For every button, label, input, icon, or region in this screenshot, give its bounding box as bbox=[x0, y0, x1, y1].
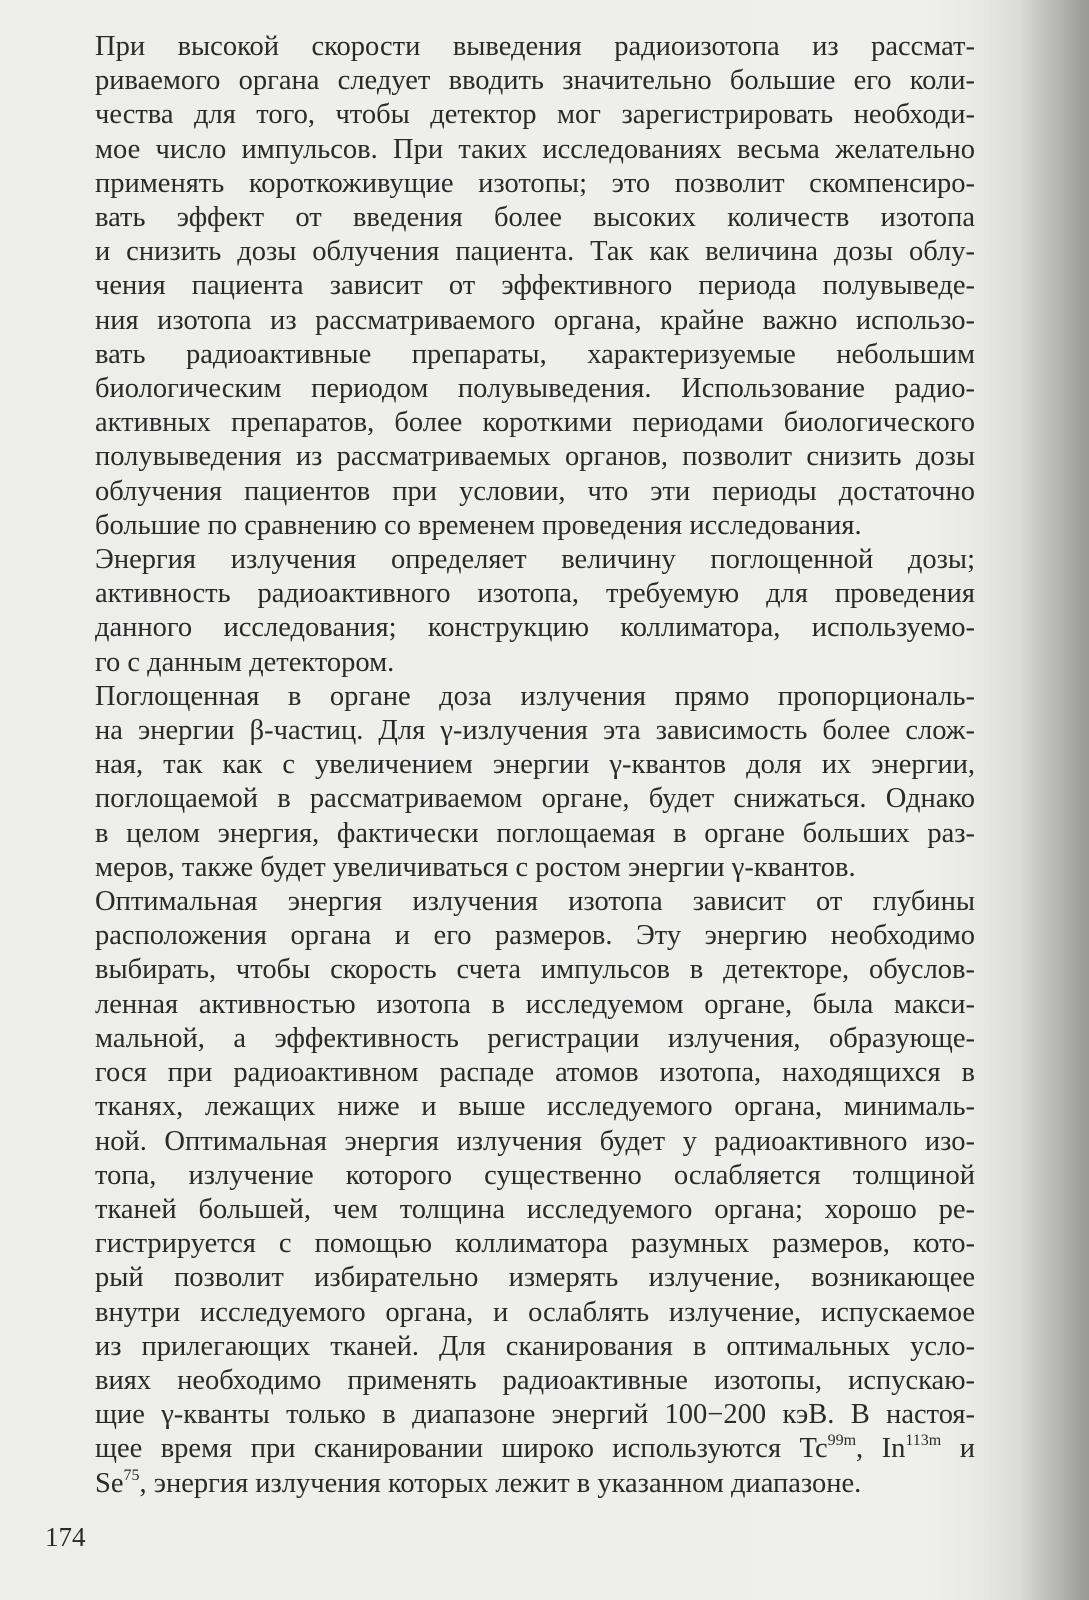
text-line: поглощаемой в рассматриваемом органе, будет снижаться. Однако bbox=[95, 783, 975, 815]
text-line: в целом энергия, фактически поглощаемая в органе больших раз- bbox=[95, 817, 975, 849]
text-line: риваемого органа следует вводить значительно большие его коли- bbox=[95, 65, 975, 97]
text-line: го с данным детектором. bbox=[95, 646, 395, 678]
text-line-final bbox=[45, 1467, 975, 1501]
text-line: большие по сравнению со временем проведения исследования. bbox=[95, 509, 862, 541]
body-text bbox=[45, 30, 975, 1501]
text-line: из прилегающих тканей. Для сканирования в оптимальных усло- bbox=[95, 1330, 975, 1362]
text-line-isotopes bbox=[45, 1432, 975, 1466]
se-symbol: Se bbox=[95, 1467, 124, 1499]
text-line: ная, так как с увеличением энергии γ-квантов доля их энергии, bbox=[95, 749, 975, 781]
text-line: облучения пациентов при условии, что эти периоды достаточно bbox=[95, 475, 975, 507]
in-superscript: 113m bbox=[905, 1432, 942, 1450]
page-number: 174 bbox=[45, 1522, 86, 1552]
isotope-text-mid: , In bbox=[856, 1433, 906, 1465]
text-line: рый позволит избирательно измерять излучение, возникающее bbox=[95, 1262, 975, 1294]
text-line: ной. Оптимальная энергия излучения будет у радиоактивного изо- bbox=[95, 1125, 975, 1157]
final-text: , энергия излучения которых лежит в указанном диапазоне. bbox=[139, 1467, 862, 1499]
text-line: данного исследования; конструкцию коллиматора, используемо- bbox=[95, 612, 975, 644]
text-line: вать радиоактивные препараты, характеризуемые небольшим bbox=[95, 338, 975, 370]
text-line: ленная активностью изотопа в исследуемом органе, была макси- bbox=[95, 988, 975, 1020]
text-line: внутри исследуемого органа, и ослаблять излучение, испускаемое bbox=[95, 1296, 975, 1328]
text-line: Поглощенная в органе доза излучения прямо пропорциональ- bbox=[95, 680, 975, 712]
se-superscript: 75 bbox=[123, 1466, 140, 1484]
text-line: выбирать, чтобы скорость счета импульсов в детекторе, обуслов- bbox=[95, 954, 975, 986]
text-line: и снизить дозы облучения пациента. Так как величина дозы облу- bbox=[95, 236, 975, 268]
text-line: биологическим периодом полувыведения. Использование радио- bbox=[95, 373, 975, 405]
text-line: вать эффект от введения более высоких количеств изотопа bbox=[95, 202, 975, 234]
text-line: виях необходимо применять радиоактивные изотопы, испускаю- bbox=[95, 1364, 975, 1396]
text-line: расположения органа и его размеров. Эту энергию необходимо bbox=[95, 920, 975, 952]
text-line: полувыведения из рассматриваемых органов, позволит снизить дозы bbox=[95, 441, 975, 473]
paragraph-4 bbox=[45, 885, 975, 1501]
text-line: При высокой скорости выведения радиоизотопа из рассмат- bbox=[95, 31, 975, 62]
text-line: ния изотопа из рассматриваемого органа, крайне важно использо- bbox=[95, 304, 975, 336]
isotope-text-end: и bbox=[941, 1433, 975, 1465]
paragraph-1 bbox=[45, 30, 975, 543]
text-line: Оптимальная энергия излучения изотопа зависит от глубины bbox=[95, 886, 975, 918]
text-line: на энергии β-частиц. Для γ-излучения эта зависимость более слож- bbox=[95, 715, 975, 747]
text-line: щие γ-кванты только в диапазоне энергий 100−200 кэВ. В настоя- bbox=[95, 1399, 975, 1431]
binding-shadow bbox=[1019, 0, 1089, 1600]
text-line: чения пациента зависит от эффективного периода полувыведе- bbox=[95, 270, 975, 302]
text-line: топа, излучение которого существенно ослабляется толщиной bbox=[95, 1159, 975, 1191]
paragraph-2 bbox=[45, 543, 975, 680]
tc-superscript: 99m bbox=[827, 1432, 857, 1450]
text-line: тканей большей, чем толщина исследуемого органа; хорошо ре- bbox=[95, 1193, 975, 1225]
text-line: мальной, а эффективность регистрации излучения, образующе- bbox=[95, 1022, 975, 1054]
text-line: гося при радиоактивном распаде атомов изотопа, находящихся в bbox=[95, 1057, 975, 1089]
text-line: Энергия излучения определяет величину поглощенной дозы; bbox=[95, 544, 975, 576]
text-line: применять короткоживущие изотопы; это позволит скомпенсиро- bbox=[95, 167, 975, 199]
paragraph-3 bbox=[45, 680, 975, 885]
text-line: тканях, лежащих ниже и выше исследуемого органа, минималь- bbox=[95, 1091, 975, 1123]
text-line: чества для того, чтобы детектор мог зарегистрировать необходи- bbox=[95, 99, 975, 131]
text-line: мое число импульсов. При таких исследованиях весьма желательно bbox=[95, 133, 975, 165]
isotope-text-before: щее время при сканировании широко используются Tc bbox=[95, 1433, 828, 1465]
text-line: активных препаратов, более короткими периодами биологического bbox=[95, 407, 975, 439]
text-line: меров, также будет увеличиваться с ростом энергии γ-квантов. bbox=[95, 851, 856, 883]
text-line: активность радиоактивного изотопа, требуемую для проведения bbox=[95, 578, 975, 610]
text-line: гистрируется с помощью коллиматора разумных размеров, кото- bbox=[95, 1228, 975, 1260]
